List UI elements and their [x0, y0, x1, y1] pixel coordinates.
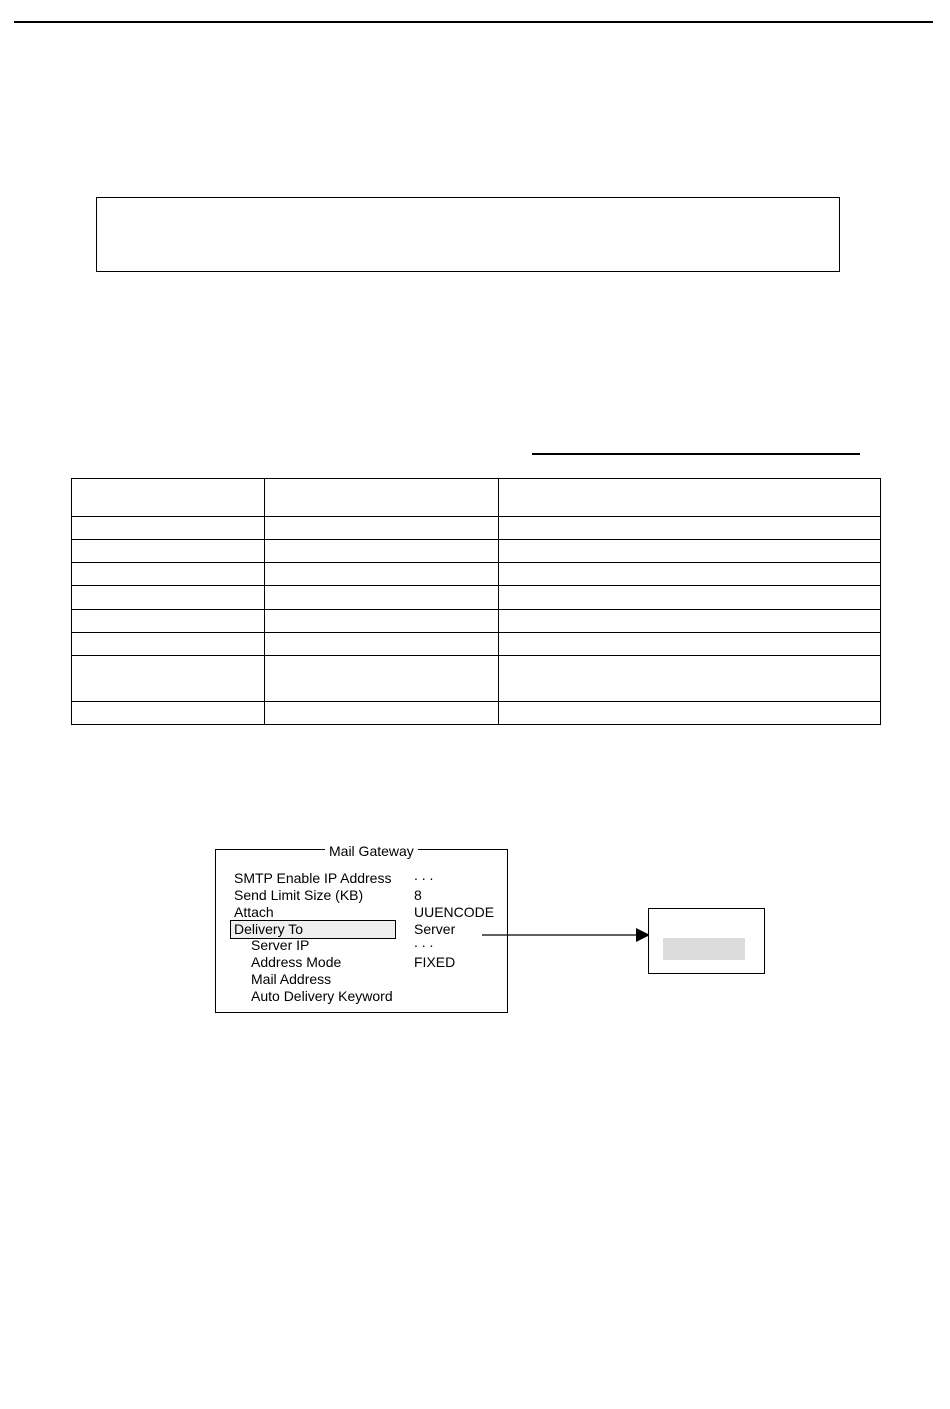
table-row — [72, 610, 881, 633]
table-cell — [72, 586, 265, 610]
table-cell — [72, 656, 265, 702]
table-header-row — [72, 479, 881, 517]
underline-rule — [532, 453, 860, 455]
table-row — [72, 633, 881, 656]
menu-item-value: FIXED — [414, 954, 456, 970]
table-cell — [265, 479, 499, 517]
settings-table — [71, 478, 881, 725]
table-cell — [499, 563, 881, 586]
note-box — [96, 197, 840, 272]
table-cell — [265, 633, 499, 656]
popup-selected-option[interactable] — [663, 938, 745, 960]
menu-item-value: . . . — [414, 867, 434, 883]
menu-item-label: Server IP — [251, 937, 310, 953]
table-cell — [265, 586, 499, 610]
table-cell — [499, 586, 881, 610]
table-cell — [72, 540, 265, 563]
page-header-rule — [14, 21, 933, 23]
menu-item-attach[interactable] — [0, 904, 950, 921]
table-cell — [499, 656, 881, 702]
table-cell — [499, 633, 881, 656]
table-cell — [72, 563, 265, 586]
table-cell — [265, 610, 499, 633]
menu-item-server-ip[interactable] — [0, 934, 950, 954]
table-cell — [72, 479, 265, 517]
table-row — [72, 517, 881, 540]
menu-item-label: Mail Address — [251, 971, 332, 987]
menu-item-value: 8 — [414, 887, 422, 903]
menu-item-smtp-enable-ip[interactable] — [0, 867, 950, 887]
table-row — [72, 563, 881, 586]
menu-item-auto-delivery-keyword[interactable] — [0, 988, 950, 1005]
menu-item-label: Delivery To — [234, 921, 303, 937]
table-row — [72, 586, 881, 610]
menu-item-label: Auto Delivery Keyword — [251, 988, 393, 1004]
menu-item-send-limit-size[interactable] — [0, 887, 950, 904]
table-cell — [72, 610, 265, 633]
menu-item-value: UUENCODE — [414, 904, 495, 920]
arrow-right-icon — [480, 925, 652, 945]
table-cell — [499, 540, 881, 563]
table-cell — [265, 702, 499, 725]
table-row — [72, 702, 881, 725]
menu-item-label: Address Mode — [251, 954, 342, 970]
menu-item-address-mode[interactable] — [0, 954, 950, 971]
table-cell — [265, 517, 499, 540]
menu-title: Mail Gateway — [325, 843, 418, 860]
table-cell — [265, 563, 499, 586]
table-cell — [499, 517, 881, 540]
menu-item-label: SMTP Enable IP Address — [234, 870, 392, 886]
table-cell — [499, 702, 881, 725]
menu-item-label: Send Limit Size (KB) — [234, 887, 364, 903]
table-cell — [72, 517, 265, 540]
table-cell — [499, 610, 881, 633]
table-cell — [72, 702, 265, 725]
menu-item-value: Server — [414, 921, 456, 937]
menu-item-mail-address[interactable] — [0, 971, 950, 988]
menu-item-label: Attach — [234, 904, 274, 920]
menu-item-delivery-to[interactable] — [0, 921, 950, 938]
table-row — [72, 540, 881, 563]
menu-item-value: . . . — [414, 934, 434, 950]
table-cell — [265, 656, 499, 702]
table-cell — [72, 633, 265, 656]
table-row — [72, 656, 881, 702]
table-cell — [499, 479, 881, 517]
table-cell — [265, 540, 499, 563]
